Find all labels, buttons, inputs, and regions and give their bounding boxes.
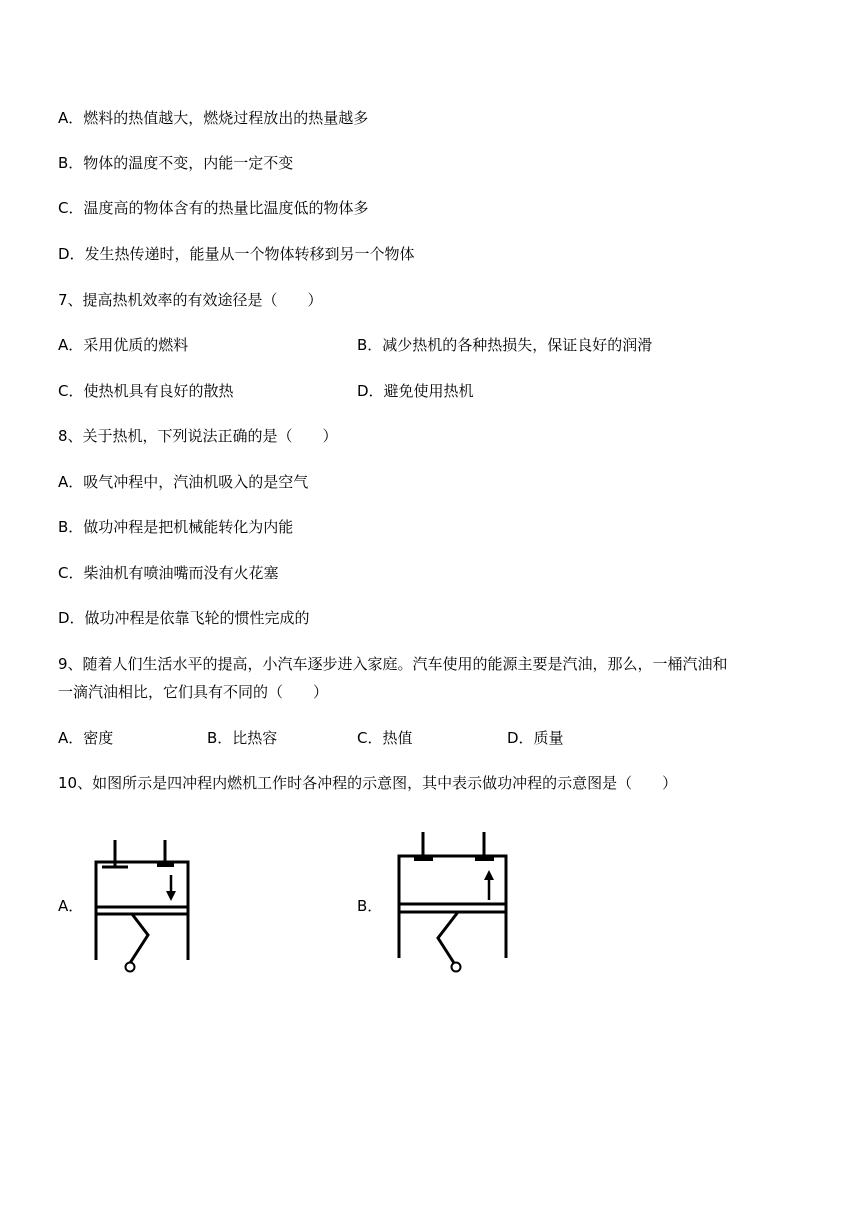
q8-option-a: A．吸气冲程中，汽油机吸入的是空气 (58, 473, 309, 491)
right-valve-head (157, 862, 174, 867)
connecting-rod (130, 914, 148, 963)
q9-option-c: C．热值 (357, 729, 413, 747)
q7-option-d: D．避免使用热机 (357, 382, 474, 400)
q7-option-c: C．使热机具有良好的散热 (58, 382, 234, 400)
q10-option-a-label: A． (58, 897, 84, 915)
q9-option-b: B．比热容 (207, 729, 278, 747)
q6-option-d: D．发生热传递时，能量从一个物体转移到另一个物体 (58, 245, 415, 263)
engine-stroke-b-icon (378, 828, 518, 978)
q8-stem: 8、关于热机，下列说法正确的是（ ） (58, 427, 338, 445)
left-valve-head (414, 856, 433, 861)
q8-option-d: D．做功冲程是依靠飞轮的惯性完成的 (58, 609, 310, 627)
engine-stroke-diagram-a (80, 835, 200, 984)
q10-stem: 10、如图所示是四冲程内燃机工作时各冲程的示意图，其中表示做功冲程的示意图是（ ） (58, 774, 678, 792)
crank-pin (452, 963, 461, 972)
engine-stroke-a-icon (80, 835, 200, 980)
engine-stroke-diagram-b (378, 828, 518, 982)
cylinder-walls (399, 856, 506, 958)
q9-stem-line1: 9、随着人们生活水平的提高，小汽车逐步进入家庭。汽车使用的能源主要是汽油，那么，一桶汽油和 (58, 655, 728, 673)
q10-option-b-label: B． (357, 897, 383, 915)
q7-option-b: B．减少热机的各种热损失，保证良好的润滑 (357, 336, 653, 354)
q8-option-b: B．做功冲程是把机械能转化为内能 (58, 518, 294, 536)
q7-option-a: A．采用优质的燃料 (58, 336, 189, 354)
q9-stem-line2: 一滴汽油相比，它们具有不同的（ ） (58, 683, 329, 701)
q6-option-a: A．燃料的热值越大，燃烧过程放出的热量越多 (58, 109, 369, 127)
connecting-rod (438, 912, 458, 963)
q9-option-d: D．质量 (507, 729, 564, 747)
crank-pin (126, 963, 135, 972)
q9-option-a: A．密度 (58, 729, 114, 747)
q7-stem: 7、提高热机效率的有效途径是（ ） (58, 291, 323, 309)
q6-option-b: B．物体的温度不变，内能一定不变 (58, 154, 294, 172)
right-valve-head (475, 856, 494, 861)
q8-option-c: C．柴油机有喷油嘴而没有火花塞 (58, 564, 279, 582)
q6-option-c: C．温度高的物体含有的热量比温度低的物体多 (58, 199, 369, 217)
